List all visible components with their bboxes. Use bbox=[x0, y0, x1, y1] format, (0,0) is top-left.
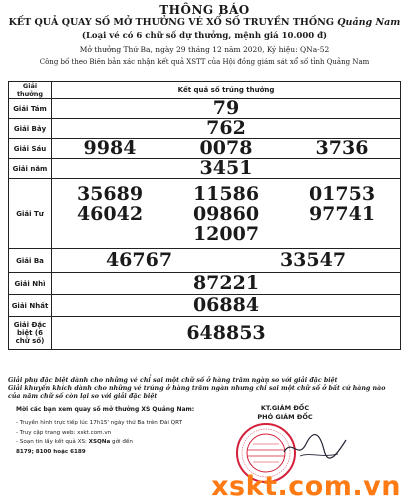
broadcast-invite: Mời các bạn xem quay số mở thưởng XS Quảng Nam: bbox=[16, 406, 195, 413]
contact-line: - Truy cập trang web: xskt.com.vn bbox=[16, 429, 112, 436]
prize-number: 46042 bbox=[76, 202, 144, 225]
footnote-line: Giải phụ đặc biệt dành cho những vé chỉ sai một chữ số ở hàng trăm ngàn so với giải đặc biệt bbox=[8, 377, 338, 384]
prize-number: 3736 bbox=[315, 137, 369, 159]
prize-number: 9984 bbox=[83, 137, 137, 159]
prize-label: Giải năm bbox=[9, 159, 52, 179]
column-header-prize: Giải thưởng bbox=[9, 82, 52, 99]
notice-subtitle bbox=[0, 17, 409, 28]
verification-notice: Công bố theo Biên bản xác nhận kết quả XSTT của Hội đồng giám sát xổ số tỉnh Quảng Nam bbox=[39, 58, 370, 66]
notice-title: THÔNG BÁO bbox=[159, 3, 250, 17]
prize-number: 01753 bbox=[308, 182, 376, 205]
prize-label: Giải Tám bbox=[9, 99, 52, 119]
prize-number: 87221 bbox=[52, 273, 401, 295]
row-prize-5 bbox=[9, 159, 401, 179]
prize-label: Giải Tư bbox=[9, 179, 52, 249]
contact-line bbox=[16, 438, 182, 448]
prize-numbers bbox=[52, 139, 401, 159]
results-table bbox=[8, 81, 401, 350]
row-prize-7 bbox=[9, 119, 401, 139]
contact-line: - Truyền hình trực tiếp lúc 17h15' ngày thứ Ba trên Đài QRT bbox=[16, 420, 182, 426]
prize-label: Giải Nhì bbox=[9, 273, 52, 295]
contact-info bbox=[16, 419, 182, 457]
ticket-type: (Loại vé có 6 chữ số dự thưởng, mệnh giá 10.000 đ) bbox=[81, 31, 328, 41]
footnote-line: Giải khuyến khích dành cho những vé trúng ở hàng trăm ngàn nhưng chỉ sai một chữ số ở bất cứ hàng nào bbox=[8, 385, 386, 392]
prize-number: 79 bbox=[52, 99, 401, 119]
row-special-prize bbox=[9, 317, 401, 350]
prize-number: 11586 bbox=[192, 182, 260, 205]
prize-number: 12007 bbox=[192, 222, 260, 245]
prize-number: 06884 bbox=[52, 295, 401, 317]
signature-icon bbox=[280, 430, 350, 462]
footnote-line: của năm chữ số còn lại so với giải đặc biệt bbox=[8, 393, 158, 400]
footnotes bbox=[8, 377, 403, 401]
signature-title: KT.GIÁM ĐỐC bbox=[260, 404, 310, 412]
signature-role: PHÓ GIÁM ĐỐC bbox=[257, 413, 313, 421]
row-prize-2 bbox=[9, 273, 401, 295]
sms-prefix: - Soạn tin lấy kết quả XS: bbox=[16, 439, 87, 445]
prize-numbers bbox=[52, 179, 401, 249]
special-prize-number: 648853 bbox=[52, 317, 401, 350]
prize-numbers bbox=[52, 249, 401, 273]
prize-number: 46767 bbox=[105, 249, 173, 271]
prize-label: Giải Đặc biệt (6 chữ số) bbox=[9, 317, 52, 350]
prize-number: 09860 bbox=[192, 202, 260, 225]
prize-label: Giải Ba bbox=[9, 249, 52, 273]
sms-code: XSQNa bbox=[88, 439, 111, 445]
draw-info: Mở thưởng Thứ Ba, ngày 29 tháng 12 năm 2020, Ký hiệu: QNa-52 bbox=[79, 45, 330, 54]
prize-number: 762 bbox=[52, 119, 401, 139]
row-prize-6 bbox=[9, 139, 401, 159]
subtitle-text: KẾT QUẢ QUAY SỐ MỞ THƯỞNG VÉ XỔ SỐ TRUYỀN THỐNG bbox=[8, 17, 334, 28]
prize-number: 3451 bbox=[52, 159, 401, 179]
prize-number: 97741 bbox=[308, 202, 376, 225]
column-header-result: Kết quả số trúng thưởng bbox=[52, 82, 401, 99]
site-watermark: xskt.com.vn bbox=[211, 471, 401, 502]
prize-number: 0078 bbox=[199, 137, 253, 159]
prize-number: 33547 bbox=[279, 249, 347, 271]
prize-label: Giải Nhất bbox=[9, 295, 52, 317]
province-name: Quảng Nam bbox=[337, 17, 401, 28]
row-prize-4 bbox=[9, 179, 401, 249]
row-prize-3 bbox=[9, 249, 401, 273]
table-header-row bbox=[9, 82, 401, 99]
prize-label: Giải Sáu bbox=[9, 139, 52, 159]
signature-block bbox=[230, 404, 340, 421]
sms-numbers: 8179; 8100 hoặc 6189 bbox=[16, 448, 86, 455]
prize-number: 35689 bbox=[76, 182, 144, 205]
prize-label: Giải Bảy bbox=[9, 119, 52, 139]
row-prize-1 bbox=[9, 295, 401, 317]
row-prize-8 bbox=[9, 99, 401, 119]
sms-suffix: gởi đến bbox=[112, 439, 133, 445]
